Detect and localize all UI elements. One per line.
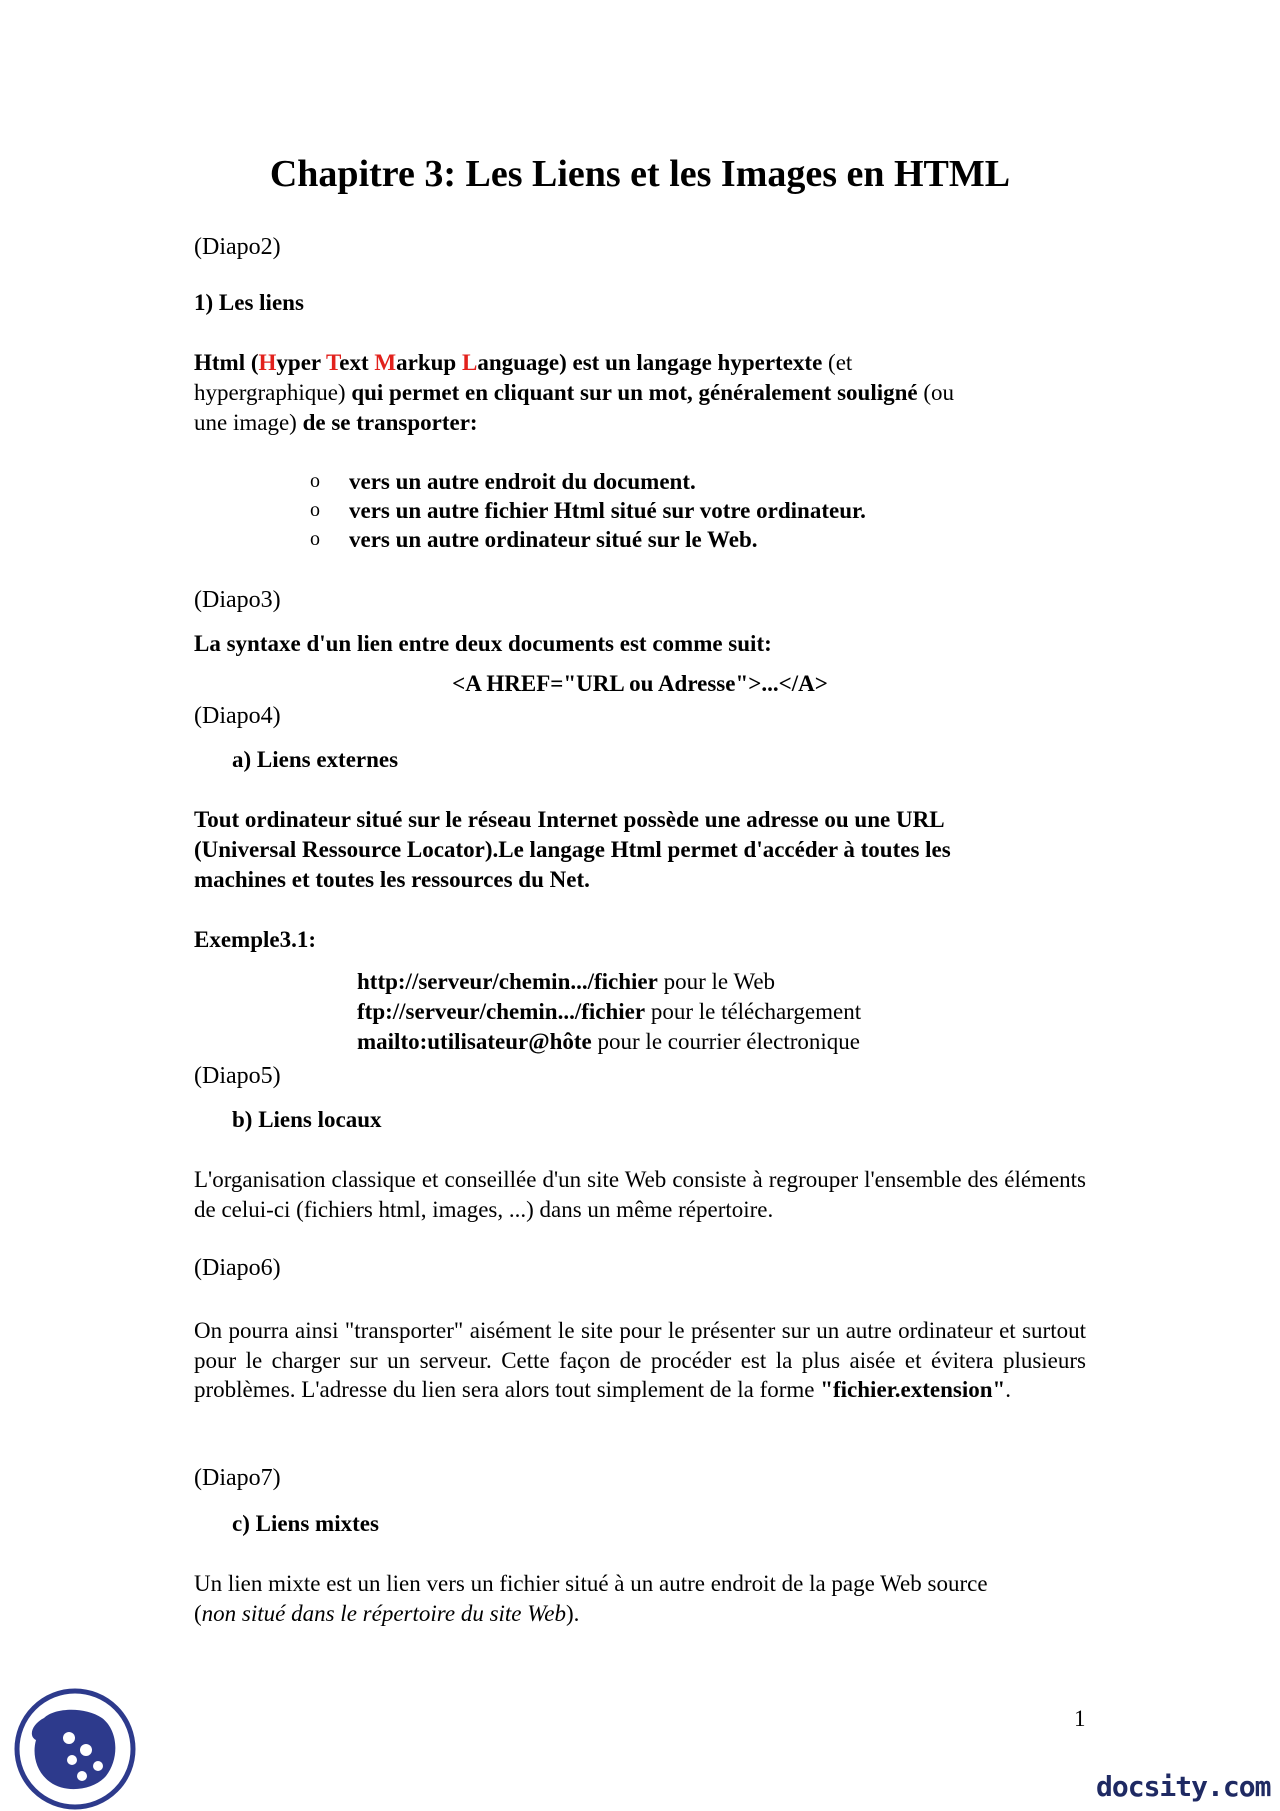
externes-line-3: machines et toutes les ressources du Net. bbox=[194, 867, 590, 892]
example-ftp: ftp://serveur/chemin.../fichier pour le téléchargement bbox=[357, 999, 862, 1024]
intro-line-2: hypergraphique) qui permet en cliquant sur un mot, généralement souligné (ou bbox=[194, 380, 955, 405]
syntax-intro: La syntaxe d'un lien entre deux documents est comme suit: bbox=[194, 631, 772, 656]
page-number: 1 bbox=[1074, 1706, 1086, 1731]
mixtes-line-2: (non situé dans le répertoire du site Web). bbox=[194, 1601, 580, 1626]
diapo4-label: (Diapo4) bbox=[194, 703, 281, 729]
syntax-code: <A HREF="URL ou Adresse">...</A> bbox=[452, 671, 828, 696]
list-item: vers un autre ordinateur situé sur le Web. bbox=[349, 527, 758, 552]
subheading-liens-externes: a) Liens externes bbox=[232, 747, 399, 772]
externes-line-1: Tout ordinateur situé sur le réseau Internet possède une adresse ou une URL bbox=[194, 807, 945, 832]
diapo2-label: (Diapo2) bbox=[194, 234, 281, 260]
diapo6-paragraph: On pourra ainsi "transporter" aisément le site pour le présenter sur un autre ordinateur et surtout pour le charger sur un serveur. Cette façon de procéder est la plus aisée et évitera plusieurs problèmes. L'adresse du lien sera alors tout simplement de la forme "fichier.extension". bbox=[194, 1318, 1086, 1402]
subheading-liens-locaux: b) Liens locaux bbox=[232, 1107, 382, 1132]
bullet-marker: o bbox=[310, 499, 320, 521]
subheading-liens-mixtes: c) Liens mixtes bbox=[232, 1511, 379, 1536]
bullet-marker: o bbox=[310, 528, 320, 550]
externes-line-2: (Universal Ressource Locator).Le langage Html permet d'accéder à toutes les bbox=[194, 837, 951, 862]
diapo7-label: (Diapo7) bbox=[194, 1465, 281, 1491]
intro-line-1: Html (Hyper Text Markup Language) est un langage hypertexte (et bbox=[194, 350, 853, 375]
list-item: vers un autre endroit du document. bbox=[349, 469, 696, 494]
section-heading-liens: 1) Les liens bbox=[194, 290, 304, 315]
page-title: Chapitre 3: Les Liens et les Images en HTML bbox=[269, 153, 1011, 195]
diapo5-label: (Diapo5) bbox=[194, 1063, 281, 1089]
example-mailto: mailto:utilisateur@hôte pour le courrier électronique bbox=[357, 1029, 860, 1054]
diapo6-label: (Diapo6) bbox=[194, 1255, 281, 1281]
example-http: http://serveur/chemin.../fichier pour le Web bbox=[357, 969, 776, 994]
intro-line-3: une image) de se transporter: bbox=[194, 410, 478, 435]
mixtes-line-1: Un lien mixte est un lien vers un fichier situé à un autre endroit de la page Web source bbox=[194, 1571, 988, 1596]
locaux-paragraph: L'organisation classique et conseillée d'un site Web consiste à regrouper l'ensemble des éléments de celui-ci (fichiers html, images, ...) dans un même répertoire. bbox=[194, 1167, 1086, 1222]
docsity-brand-text[interactable]: docsity.com bbox=[1096, 1770, 1271, 1803]
list-item: vers un autre fichier Html situé sur votre ordinateur. bbox=[349, 498, 866, 523]
example-label: Exemple3.1: bbox=[194, 927, 317, 952]
bullet-marker: o bbox=[310, 470, 320, 492]
diapo3-label: (Diapo3) bbox=[194, 587, 281, 613]
docsity-logo-icon bbox=[14, 1688, 136, 1810]
